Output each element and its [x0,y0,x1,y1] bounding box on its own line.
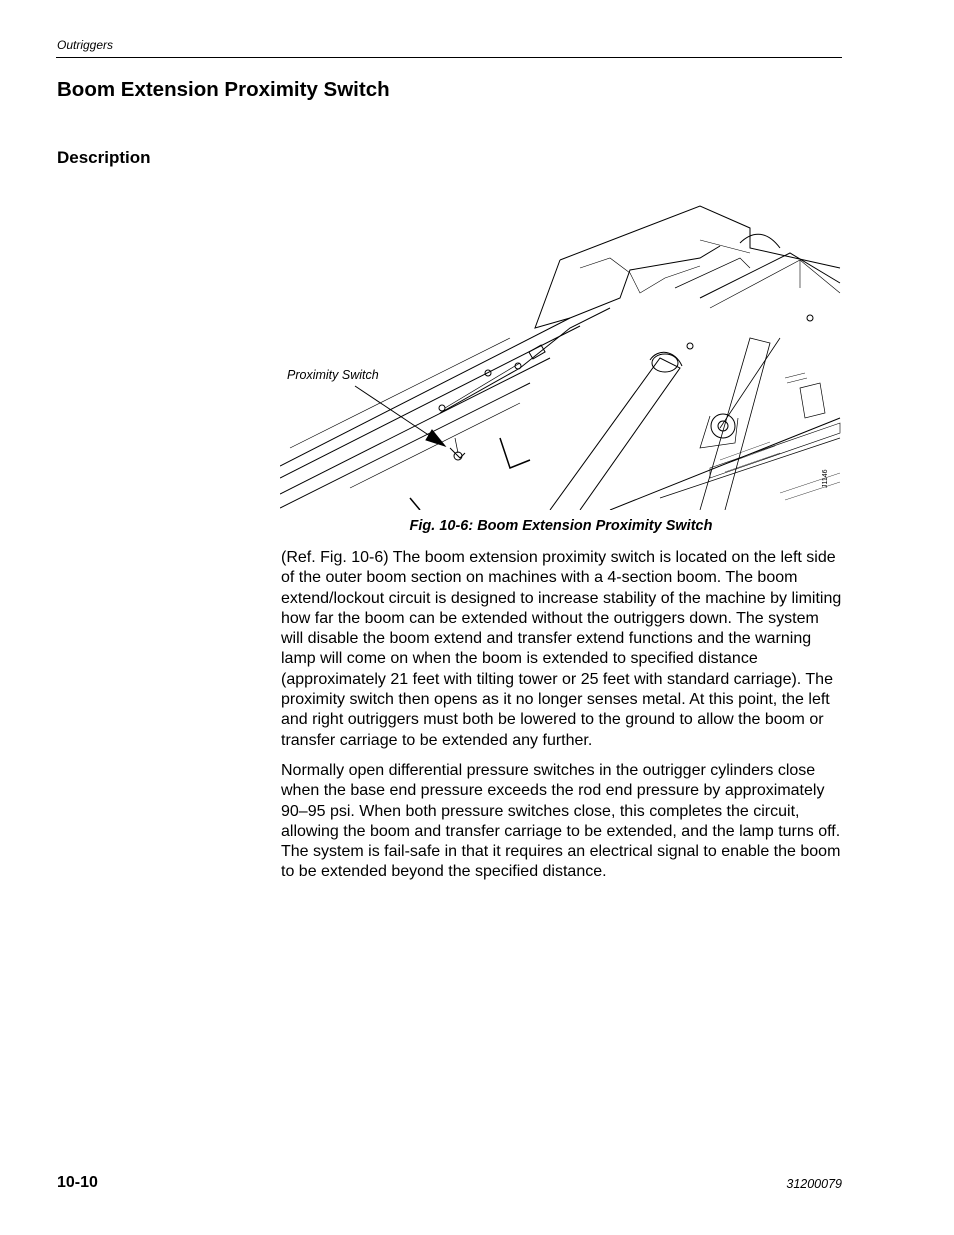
page-title: Boom Extension Proximity Switch [57,78,390,101]
figure-id: J1146 [822,469,829,488]
document-number: 31200079 [786,1177,842,1191]
figure-callout-label: Proximity Switch [287,368,379,382]
page-number: 10-10 [57,1174,98,1191]
header-rule [56,57,842,58]
running-head: Outriggers [57,38,114,52]
figure-caption: Fig. 10-6: Boom Extension Proximity Switch [409,518,713,534]
body-paragraph-1: (Ref. Fig. 10-6) The boom extension proximity switch is located on the left side of the outer boom section on machines with a 4-section boom. The boom extend/lockout circuit is designed to increase stability of the machine by limiting how far the boom can be extended without the outriggers down. The system will disable the boom extend and transfer extend functions and the warning lamp will come on when the boom is extended to specified distance (approximately 21 feet with tilting tower or 25 feet with standard carriage). The proximity switch then opens as it no longer senses metal. At this point, the left and right outriggers must both be lowered to the ground to allow the boom or transfer carriage to be extended any further. [281,549,842,749]
section-heading: Description [57,148,151,167]
body-paragraph-2: Normally open differential pressure switches in the outrigger cylinders close when the base end pressure exceeds the rod end pressure by approximately 90–95 psi. When both pressure switches close, this completes the circuit, allowing the boom and transfer carriage to be extended, and the lamp turns off. The system is fail-safe in that it requires an electrical signal to enable the boom to be extended beyond the specified distance. [281,762,841,881]
boom-line-drawing [280,198,842,510]
